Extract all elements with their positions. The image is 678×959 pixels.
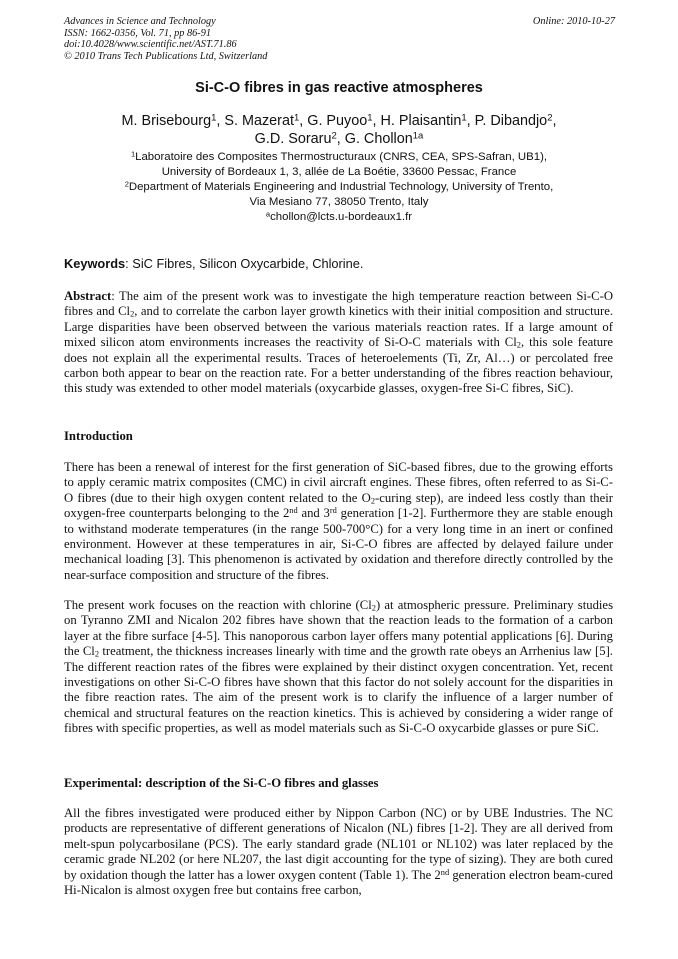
- email-link[interactable]: chollon@lcts.u-bordeaux1.fr: [270, 211, 413, 223]
- affiliation-2-line1: [0, 180, 678, 195]
- keywords: [64, 256, 616, 271]
- superscript: nd: [440, 867, 450, 877]
- author-affil-mark: 1: [293, 112, 300, 124]
- abstract-label: Abstract: [64, 289, 112, 303]
- abstract-text: , this sole feature does not explain all the experimental results. Traces of heteroelements (Ti, Zr, Al…) or percolated free carbon both appear to bear on the reaction rate. For a better understanding of the fibres reaction behaviour, this study was extended to other model materials (oxycarbide glasses, oxygen-free Si-C fibres, SiC).: [64, 335, 613, 396]
- keywords-label: Keywords: [64, 256, 126, 271]
- introduction-heading: Introduction: [64, 429, 133, 443]
- paragraph-text: generation [1-2]. Furthermore they are stable enough to withstand moderate temperatures (in the range 500-700°C) for a very long time in an inert or confined environment. However at these temperatures in air, Si-C-O fibres are affected by delayed failure under mechanical loading [3]. This phenomenon is activated by oxidation and therefore directly controlled by the near-surface composition and structure of the fibres.: [64, 506, 613, 582]
- affiliation-2-line2: Via Mesiano 77, 38050 Trento, Italy: [249, 196, 429, 208]
- paragraph-text: There has been a renewal of interest for the first generation of SiC-based fibres, due to the growing efforts to apply ceramic matrix composites (CMC) in civil aircraft engines. These fibres, often referred to as Si-C-O fibres (due to their high oxygen content related to the O: [64, 460, 613, 505]
- paragraph-text: The present work focuses on the reaction with chlorine (Cl: [64, 598, 372, 612]
- introduction-paragraph-2: [64, 598, 613, 737]
- author-affil-mark: 2: [331, 130, 337, 142]
- paragraph-text: -curing step), are indeed less costly than their oxygen-free counterparts belonging to the 2: [64, 490, 613, 521]
- subscript: 2: [130, 309, 135, 319]
- abstract-text: : The aim of the present work was to investigate the high temperature reaction between Si-C-O fibres and Cl: [64, 289, 613, 319]
- online-date: Online: 2010-10-27: [532, 16, 615, 27]
- affiliation-1-line1: [0, 150, 678, 165]
- journal-header: [64, 16, 404, 62]
- affiliations: [0, 150, 678, 225]
- journal-issn: ISSN: 1662-0356, Vol. 71, pp 86-91: [64, 27, 212, 39]
- email-mark: a: [265, 209, 271, 219]
- paragraph-text: All the fibres investigated were produced either by Nippon Carbon (NC) or by UBE Industries. The NC products are representative of different generations of Nicalon (NL) fibres [1-2]. They are all derived from melt-spun polycarbosilane (PCS). The early standard grade (NL101 or NL102) was later replaced by the ceramic grade NL202 (or here NL207, the last digit accounting for the type of sizing). They are both cured by oxidation though the latter has a lower oxygen content (Table 1). The 2: [64, 806, 613, 882]
- superscript: nd: [289, 506, 298, 516]
- experimental-heading: Experimental: description of the Si-C-O fibres and glasses: [64, 776, 379, 790]
- keywords-text: : SiC Fibres, Silicon Oxycarbide, Chlorine.: [125, 256, 364, 271]
- affil-text: Department of Materials Engineering and Industrial Technology, University of Trento,: [128, 181, 554, 193]
- author-affil-mark: 1a: [412, 130, 424, 142]
- superscript: rd: [329, 506, 337, 516]
- paragraph-text: treatment, the thickness increases linearly with time and the growth rate obeys an Arrhenius law [5]. The different reaction rates of the fibres were explained by their distinct oxygen concentration. Yet, recent investigations on other Si-C-O fibres have shown that this factor do not solely account for the disparities in the fibre reaction rates. The aim of the present work is to clarify the influence of a larger number of chemical and structural features on the reaction kinetics. This is achieved by considering a wider range of fibres with specific properties, as well as model materials such as Si-C-O oxycarbide glasses or pure SiC.: [64, 644, 613, 736]
- journal-copyright: © 2010 Trans Tech Publications Ltd, Switzerland: [64, 50, 268, 62]
- introduction-paragraph-1: [64, 460, 613, 583]
- author-affil-mark: 1: [211, 112, 217, 124]
- corresponding-email[interactable]: [0, 210, 678, 225]
- affil-text: Laboratoire des Composites Thermostructuraux (CNRS, CEA, SPS-Safran, UB1),: [135, 151, 548, 163]
- author: , S. Mazerat: [216, 113, 294, 129]
- paragraph-text: generation electron beam-cured Hi-Nicalon is almost oxygen free but contains free carbon,: [64, 867, 613, 898]
- author-affil-mark: 2: [547, 112, 553, 124]
- affiliation-1-line2: University of Bordeaux 1, 3, allée de La Boétie, 33600 Pessac, France: [161, 166, 517, 178]
- author-separator: ,: [552, 113, 557, 129]
- paragraph-text: ) at atmospheric pressure. Preliminary studies on Tyranno ZMI and Nicalon 202 fibres have shown that the reaction leads to the formation of a carbon layer at the fibre surface [4-5]. This nanoporous carbon layer offers many potential applications [6]. During the Cl: [64, 598, 614, 659]
- subscript: 2: [371, 603, 376, 613]
- journal-name: Advances in Science and Technology: [64, 16, 216, 27]
- author: G.D. Soraru: [254, 131, 332, 147]
- author: , G. Chollon: [336, 131, 413, 147]
- journal-doi[interactable]: doi:10.4028/www.scientific.net/AST.71.86: [64, 39, 237, 50]
- experimental-paragraph-1: [64, 806, 613, 898]
- paper-title: Si-C-O fibres in gas reactive atmospheres: [195, 80, 483, 96]
- author-list: [0, 112, 678, 148]
- paragraph-text: and 3: [297, 506, 330, 521]
- subscript: 2: [370, 496, 375, 506]
- author: , P. Dibandjo: [466, 113, 548, 129]
- author: M. Brisebourg: [121, 113, 212, 129]
- author-affil-mark: 1: [461, 112, 467, 124]
- abstract: [64, 289, 613, 397]
- author: , H. Plaisantin: [372, 113, 462, 129]
- affil-mark: 2: [124, 179, 129, 189]
- author-affil-mark: 1: [367, 112, 373, 124]
- affil-mark: 1: [130, 149, 136, 159]
- abstract-text: , and to correlate the carbon layer growth kinetics with their initial composition and structure. Large disparities have been observed between the various materials reaction rates. If a large amount of mixed silicon atom environments increases the reactivity of Si-O-C materials with Cl: [64, 304, 614, 350]
- author: , G. Puyoo: [299, 113, 368, 129]
- subscript: 2: [94, 649, 99, 659]
- subscript: 2: [516, 340, 521, 350]
